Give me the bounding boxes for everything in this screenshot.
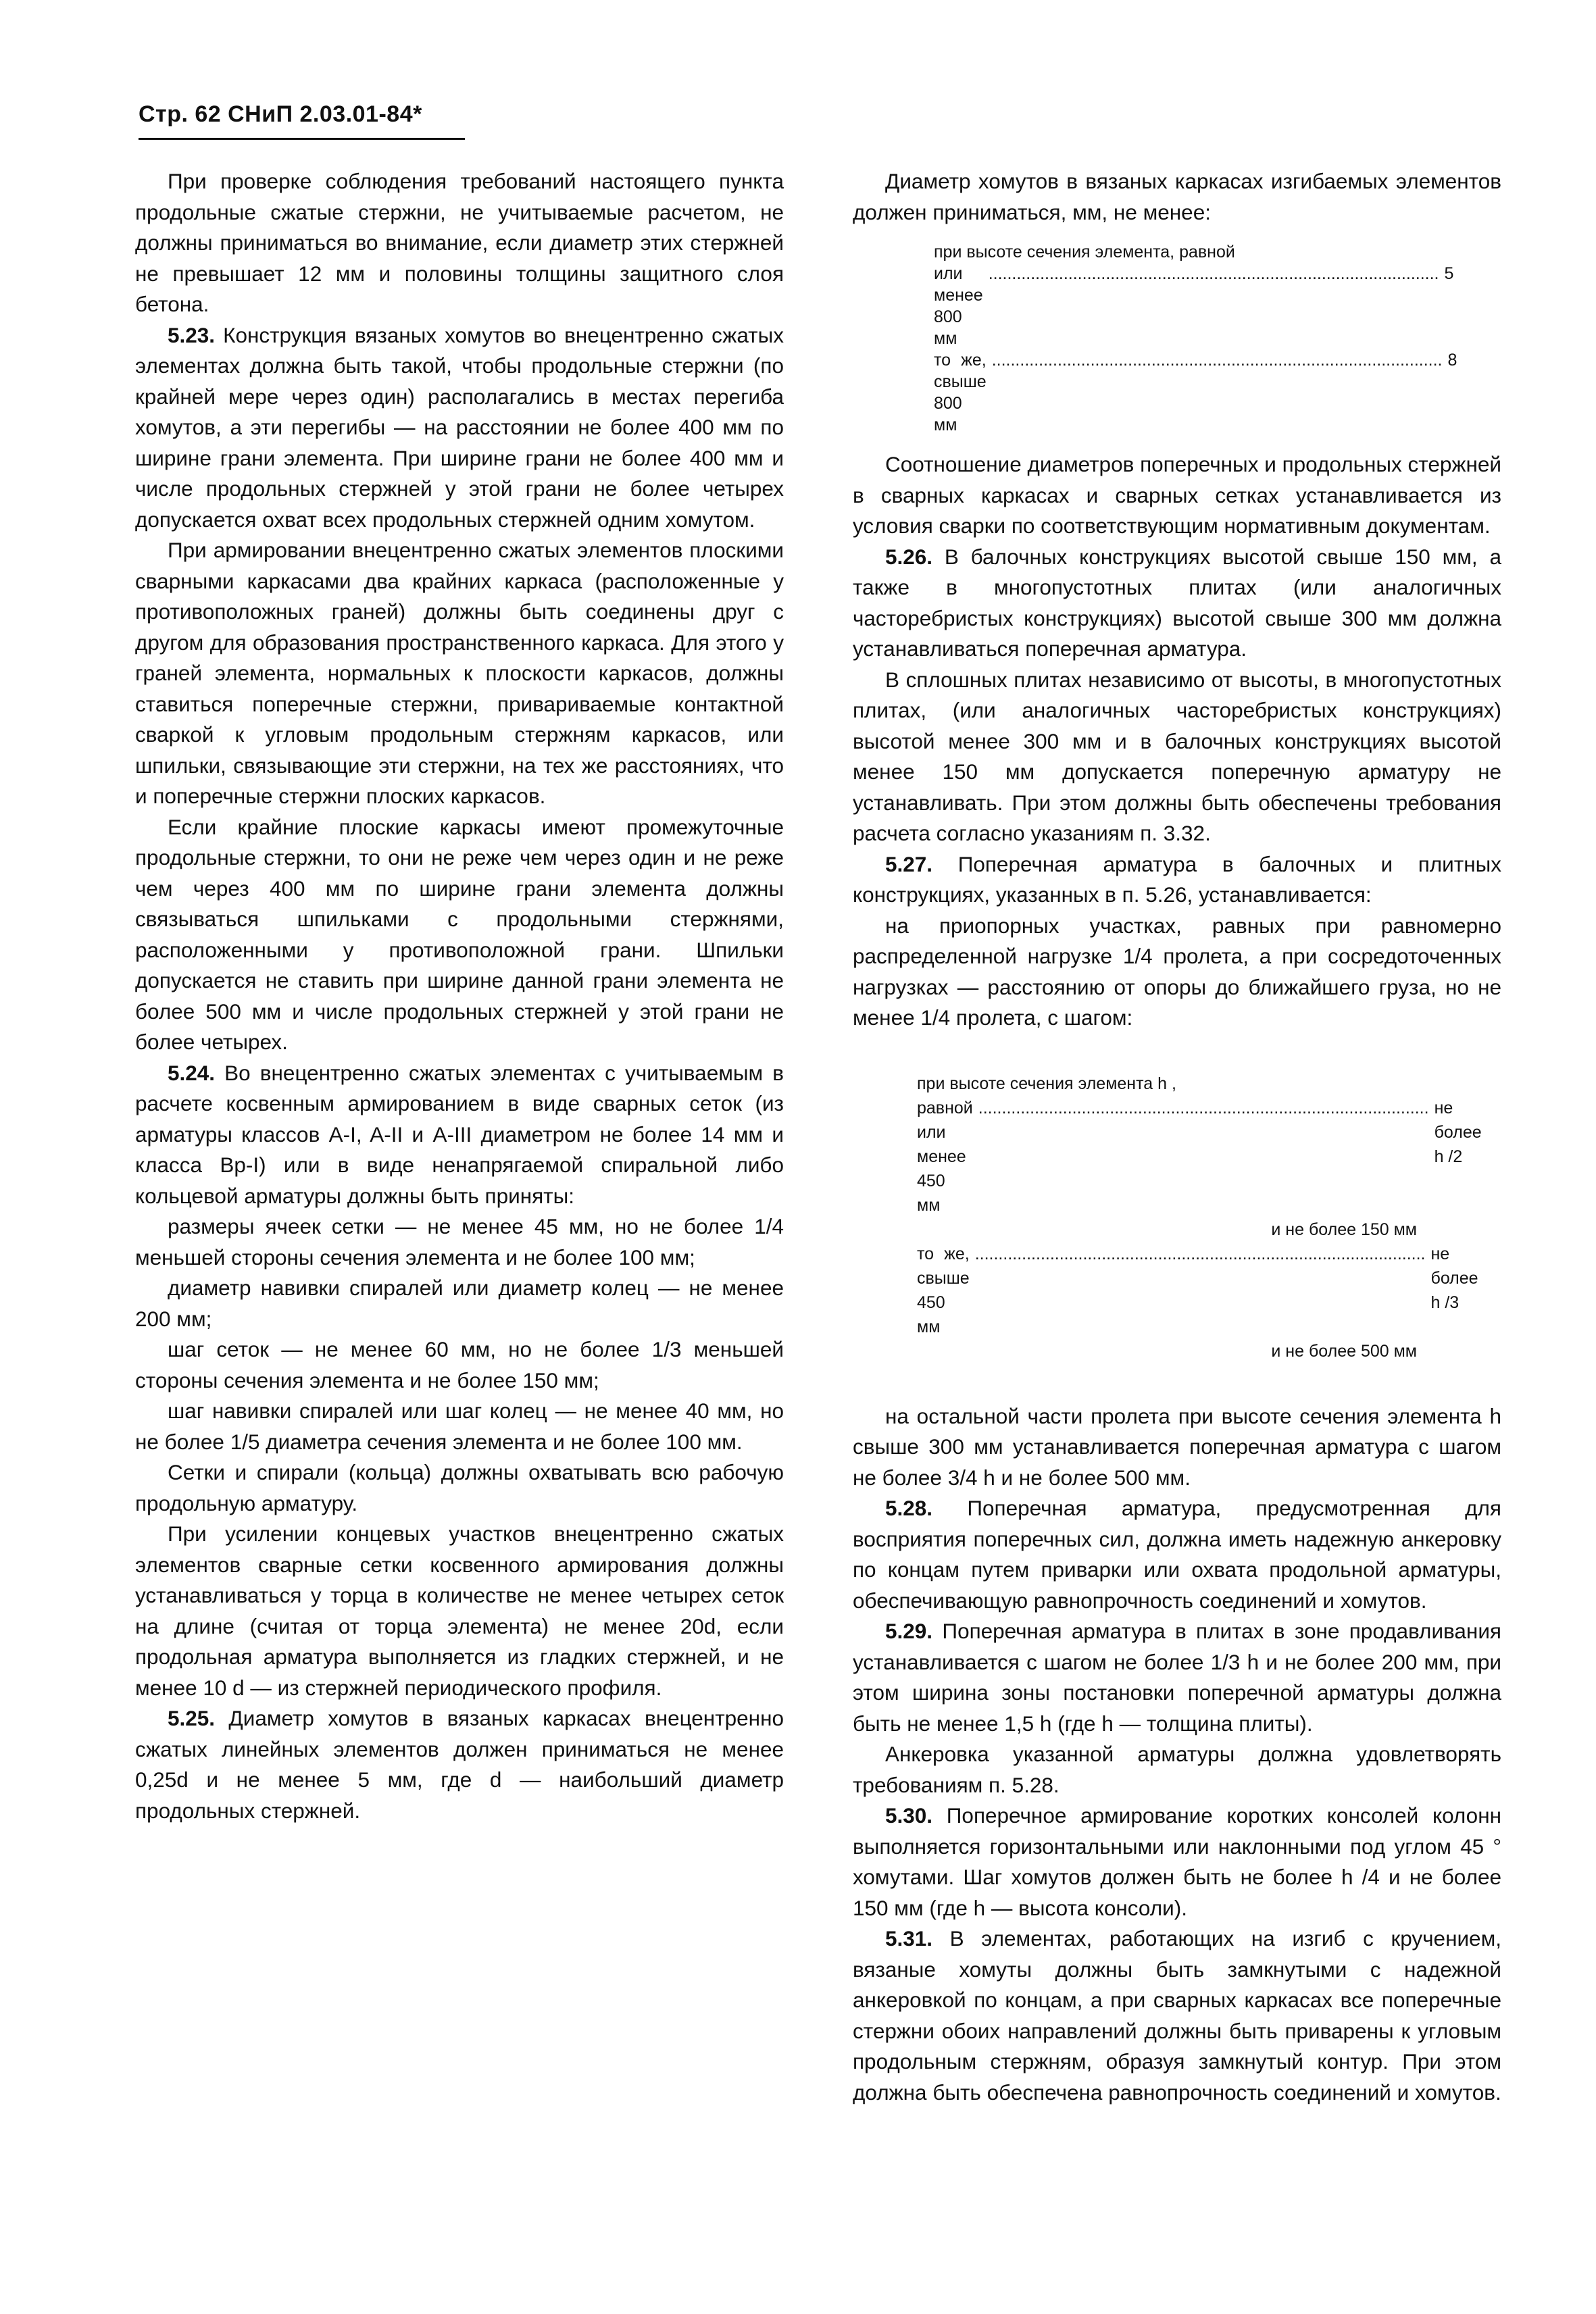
section-number: 5.26. <box>885 544 933 569</box>
table-value: 5 <box>1444 264 1454 283</box>
list-item: размеры ячеек сетки — не менее 45 мм, но не более 1/4 меньшей стороны сечения элемента и не более 100 мм; <box>135 1214 784 1269</box>
paragraph: на приопорных участках, равных при равномерно распределенной нагрузке 1/4 пролета, а при сосредоточенных нагрузках — расстоянию от опоры до ближайшего груза, но не менее 1/4 пролета, с шагом: <box>853 913 1501 1030</box>
section-number: 5.27. <box>885 851 933 876</box>
list-item: шаг сеток — не менее 60 мм, но не более 1/3 меньшей стороны сечения элемента и не более 150 мм; <box>135 1337 784 1392</box>
paragraph: 5.29. Поперечная арматура в плитах в зоне продавливания устанавливается с шагом не более 1/3 h и не более 200 мм, при этом ширина зоны постановки поперечной арматуры должна быть не менее 1,5 h (где h — толщина плиты). <box>853 1619 1501 1736</box>
section-number: 5.30. <box>885 1803 933 1828</box>
table-value: и не более 150 мм <box>1271 1219 1417 1239</box>
table-row: или менее 800 мм ................................................................................................ 5 <box>934 264 1454 348</box>
section-number: 5.28. <box>885 1496 933 1520</box>
table-caption: при высоте сечения элемента, равной <box>934 243 1235 261</box>
right-column <box>853 166 1501 2108</box>
table-row: то же, свыше 800 мм ................................................................................................ 8 <box>934 351 1457 434</box>
hoop-diameter-table <box>934 241 1457 436</box>
paragraph: 5.31. В элементах, работающих на изгиб с кручением, вязаные хомуты должны быть замкнутыми с надежной анкеровкой по концам, а при сварных каркасах все поперечные стержни обоих направлений должны быть приварены к угловым продольным стержням, образуя замкнутый контур. При этом должна быть обеспечена равнопрочность соединений и хомутов. <box>853 1926 1501 2105</box>
table-row: то же, свыше 450 мм ................................................................................................ не более h /3 <box>917 1242 1417 1339</box>
page-header: Стр. 62 СНиП 2.03.01-84* <box>139 101 422 127</box>
paragraph: При усилении концевых участков внецентренно сжатых элементов сварные сетки косвенного армирования должны устанавливаться у торца в количестве не менее четырех сеток на длине (считая от торца элемента) не менее 20d, если продольная арматура выполняется из гладких стержней, и не менее 10 d — из стержней периодического профиля. <box>135 1521 784 1700</box>
leader-dots: ................................................................................................ <box>974 1244 1426 1263</box>
paragraph: При проверке соблюдения требований настоящего пункта продольные сжатые стержни, не учитываемые расчетом, не должны приниматься во внимание, если диаметр этих стержней не превышает 12 мм и половины толщины защитного слоя бетона. <box>135 169 784 316</box>
paragraph: 5.30. Поперечное армирование коротких консолей колонн выполняется горизонтальными или наклонными под углом 45 ° хомутами. Шаг хомутов должен быть не более h /4 и не более 150 мм (где h — высота консоли). <box>853 1803 1501 1920</box>
leader-dots: ................................................................................................ <box>978 1098 1429 1117</box>
paragraph: Соотношение диаметров поперечных и продольных стержней в сварных каркасах и сварных сетках устанавливается из условия сварки по соответствующим нормативным документам. <box>853 452 1501 538</box>
table-value: не более h /3 <box>1430 1244 1478 1312</box>
table-value: и не более 500 мм <box>1271 1341 1417 1361</box>
paragraph: При армировании внецентренно сжатых элементов плоскими сварными каркасами два крайних каркаса (расположенные у противоположных граней) должны быть соединены друг с другом для образования пространственного каркаса. Для этого у граней элемента, нормальных к плоскости каркасов, должны ставиться поперечные стержни, привариваемые контактной сваркой к угловым продольным стержням каркасов, или шпильки, связывающие эти стержни, на тех же расстояниях, что и поперечные стержни плоских каркасов. <box>135 538 784 808</box>
paragraph: Сетки и спирали (кольца) должны охватывать всю рабочую продольную арматуру. <box>135 1460 784 1515</box>
list-item: диаметр навивки спиралей или диаметр колец — не менее 200 мм; <box>135 1276 784 1331</box>
stirrup-spacing-table <box>917 1072 1482 1363</box>
list-item: шаг навивки спиралей или шаг колец — не менее 40 мм, но не более 1/5 диаметра сечения элемента и не более 100 мм. <box>135 1399 784 1454</box>
section-number: 5.25. <box>168 1706 216 1730</box>
section-number: 5.23. <box>168 322 216 347</box>
table-value: 8 <box>1447 351 1457 370</box>
paragraph: Анкеровка указанной арматуры должна удовлетворять требованиям п. 5.28. <box>853 1742 1501 1797</box>
leader-dots: ................................................................................................ <box>991 351 1443 370</box>
paragraph: Диаметр хомутов в вязаных каркасах изгибаемых элементов должен приниматься, мм, не менее: <box>853 169 1501 224</box>
paragraph: на остальной части пролета при высоте сечения элемента h свыше 300 мм устанавливается поперечная арматура с шагом не более 3/4 h и не более 500 мм. <box>853 1403 1501 1490</box>
table-caption: при высоте сечения элемента h , <box>917 1074 1176 1093</box>
paragraph: 5.28. Поперечная арматура, предусмотренная для восприятия поперечных сил, должна иметь надежную анкеровку по концам путем приварки или охвата продольной арматуры, обеспечивающую равнопрочность соединений и хомутов. <box>853 1496 1501 1613</box>
left-column <box>135 166 784 1826</box>
section-number: 5.31. <box>885 1926 933 1951</box>
paragraph: 5.24. Во внецентренно сжатых элементах с учитываемым в расчете косвенным армированием в виде сварных сеток (из арматуры классов A-I, A-II и A-III диаметром не более 14 мм и класса Bp-I) или в виде ненапрягаемой спиральной либо кольцевой арматуры должны быть приняты: <box>135 1060 784 1208</box>
section-number: 5.29. <box>885 1619 933 1643</box>
paragraph: Если крайние плоские каркасы имеют промежуточные продольные стержни, то они не реже чем через один и не реже чем через 400 мм по ширине грани элемента должны связываться шпильками с продольными стержнями, расположенными у противоположной грани. Шпильки допускается не ставить при ширине данной грани элемента не более 500 мм и числе продольных стержней у этой грани не более четырех. <box>135 814 784 1054</box>
paragraph: 5.26. В балочных конструкциях высотой свыше 150 мм, а также в многопустотных плитах (или аналогичных часторебристых конструкциях) высотой свыше 300 мм должна устанавливаться поперечная арматура. <box>853 544 1501 661</box>
paragraph: В сплошных плитах независимо от высоты, в многопустотных плитах, (или аналогичных часторебристых конструкциях) высотой менее 300 мм и в балочных конструкциях высотой менее 150 мм допускается поперечную арматуру не устанавливать. При этом должны быть обеспечены требования расчета согласно указаниям п. 3.32. <box>853 667 1501 845</box>
section-number: 5.24. <box>168 1060 216 1085</box>
table-value: не более h /2 <box>1434 1098 1482 1166</box>
paragraph: 5.27. Поперечная арматура в балочных и плитных конструкциях, указанных в п. 5.26, устанавливается: <box>853 851 1501 907</box>
paragraph: 5.25. Диаметр хомутов в вязаных каркасах внецентренно сжатых линейных элементов должен приниматься не менее 0,25d и не менее 5 мм, где d — наибольший диаметр продольных стержней. <box>135 1706 784 1823</box>
paragraph: 5.23. Конструкция вязаных хомутов во внецентренно сжатых элементах должна быть такой, чтобы продольные стержни (по крайней мере через один) располагались в местах перегиба хомутов, а эти перегибы — на расстоянии не более 400 мм по ширине грани элемента. При ширине грани не более 400 мм и числе продольных стержней у этой грани не более четырех допускается охват всех продольных стержней одним хомутом. <box>135 322 784 532</box>
leader-dots: ................................................................................................ <box>988 264 1439 283</box>
header-rule <box>139 138 465 140</box>
table-row: равной или менее 450 мм ................................................................................................ не более h /2 <box>917 1096 1417 1217</box>
